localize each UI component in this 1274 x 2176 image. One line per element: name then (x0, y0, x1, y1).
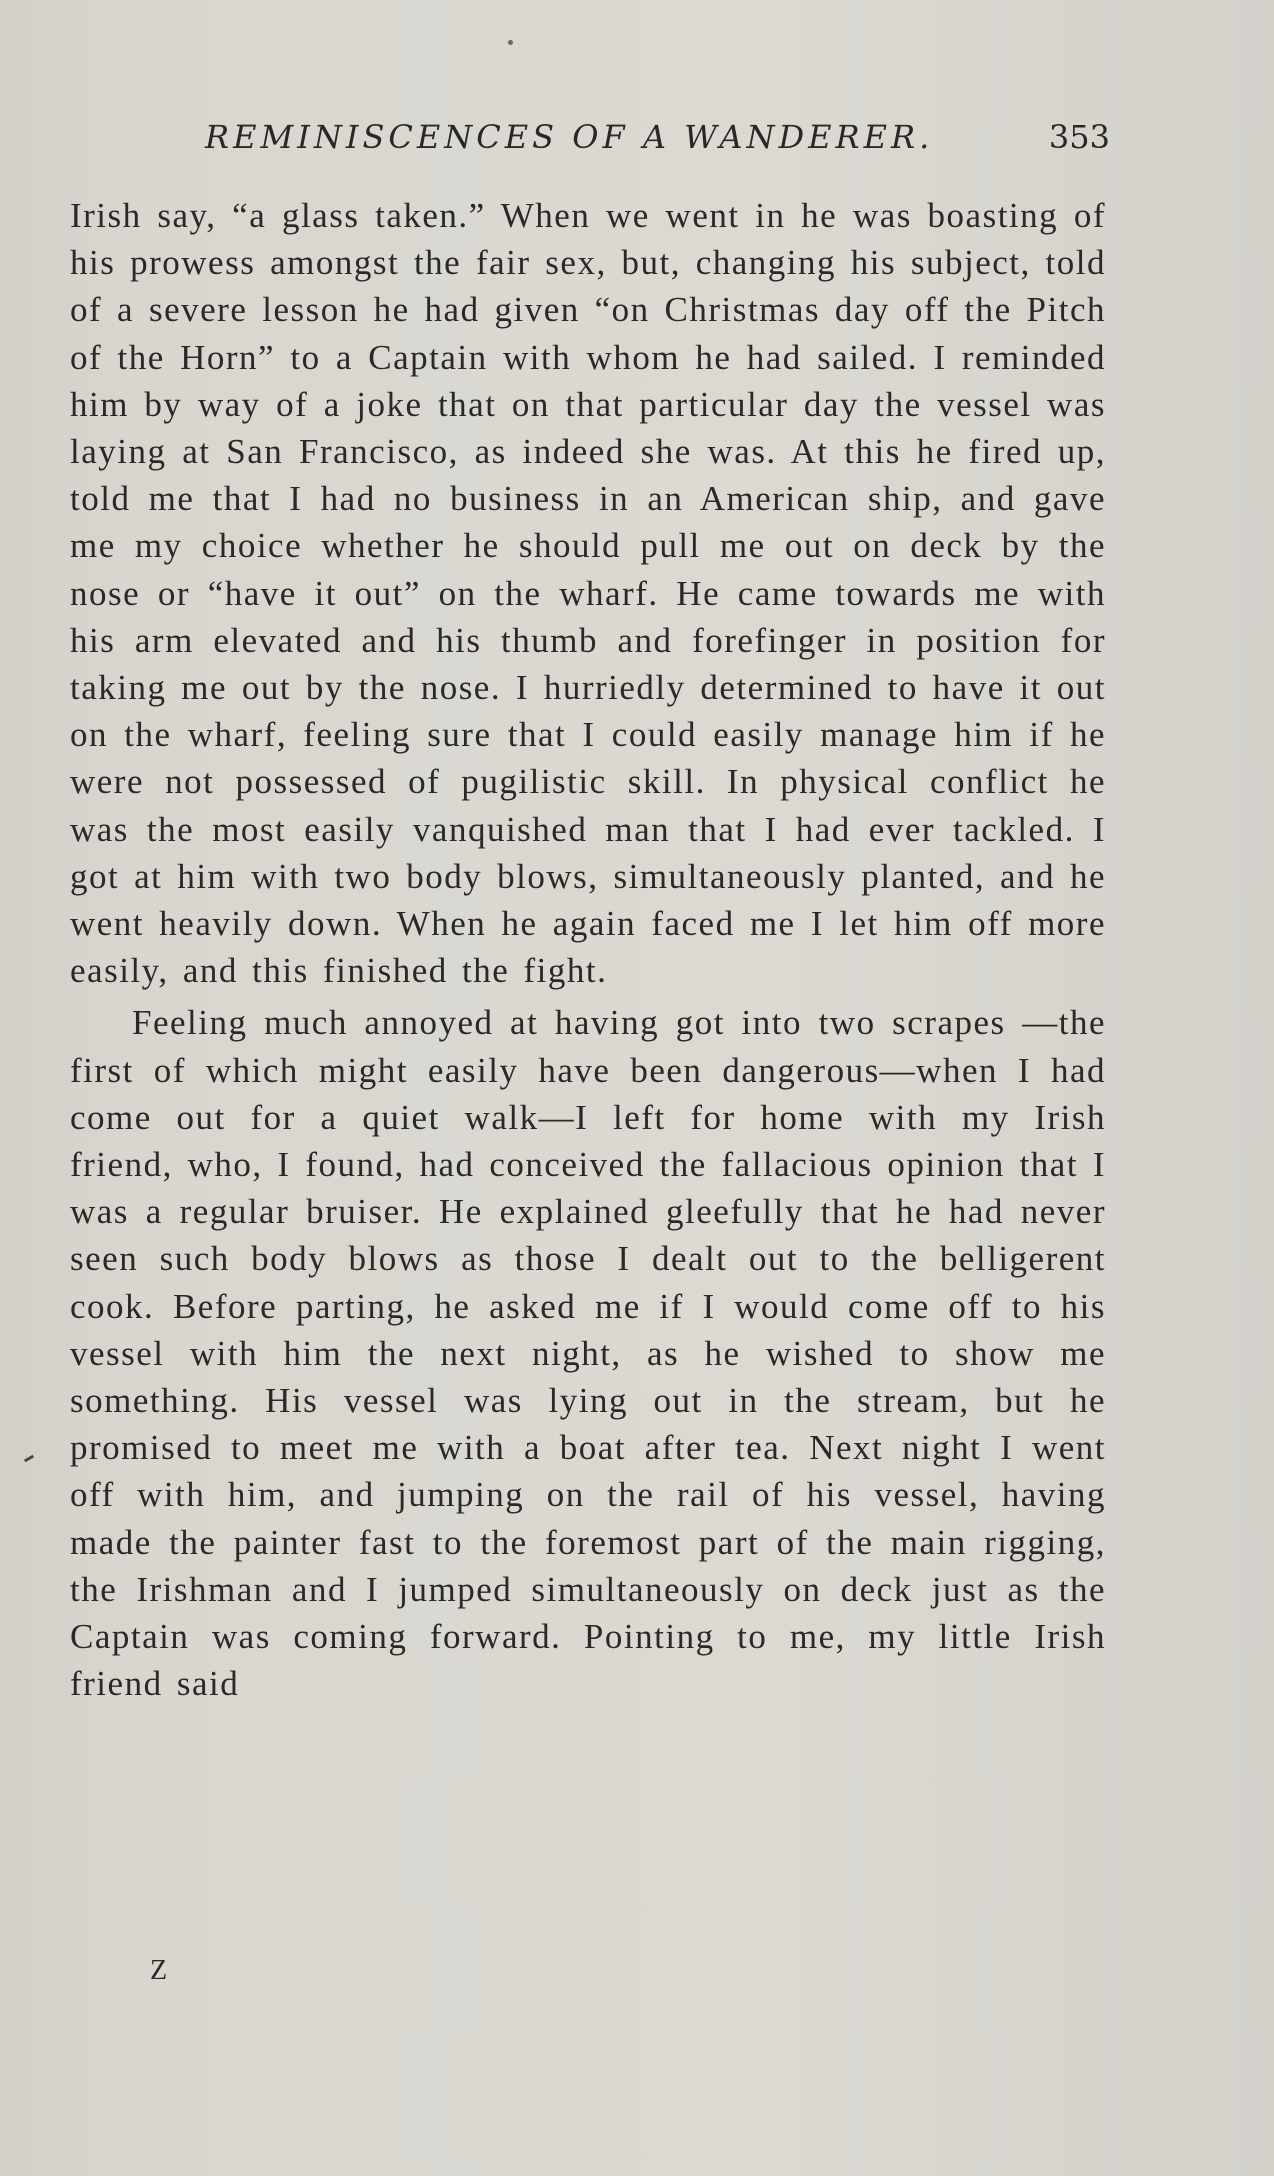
page-number: 353 (1048, 118, 1110, 156)
signature-mark: Z (150, 1955, 168, 1986)
running-head (70, 118, 1110, 160)
paragraph-1: Irish say, “a glass taken.” When we went in he was boasting of his prowess amongst the fair sex, but, changing his subject, told of a severe lesson he had given “on Christmas day off the Pitch of the Horn” to a Captain with whom he had sailed. I reminded him by way of a joke that on that particular day the vessel was laying at San Francisco, as indeed she was. At this he fired up, told me that I had no business in an American ship, and gave me my choice whether he should pull me out on deck by the nose or “have it out” on the wharf. He came towards me with his arm elevated and his thumb and forefinger in position for taking me out by the nose. I hurriedly determined to have it out on the wharf, feeling sure that I could easily manage him if he were not possessed of pugilistic skill. In physical conflict he was the most easily vanquished man that I had ever tackled. I got at him with two body blows, simultaneously planted, and he went heavily down. When he again faced me I let him off more easily, and this finished the fight. (70, 196, 1106, 991)
paper-speck (508, 40, 513, 45)
body-text (70, 192, 1106, 1708)
paragraph-2: Feeling much annoyed at having got into two scrapes —the first of which might easily have been dangerous—when I had come out for a quiet walk—I left for home with my Irish friend, who, I found, had conceived the fallacious opinion that I was a regular bruiser. He explained gleefully that he had never seen such body blows as those I dealt out to the belligerent cook. Before parting, he asked me if I would come off to his vessel with him the next night, as he wished to show me something. His vessel was lying out in the stream, but he promised to meet me with a boat after tea. Next night I went off with him, and jumping on the rail of his vessel, having made the painter fast to the foremost part of the main rigging, the Irishman and I jumped simultaneously on deck just as the Captain was coming forward. Pointing to me, my little Irish friend said (70, 1003, 1106, 1704)
running-title: REMINISCENCES OF A WANDERER. (205, 118, 934, 156)
margin-mark (24, 1455, 34, 1463)
